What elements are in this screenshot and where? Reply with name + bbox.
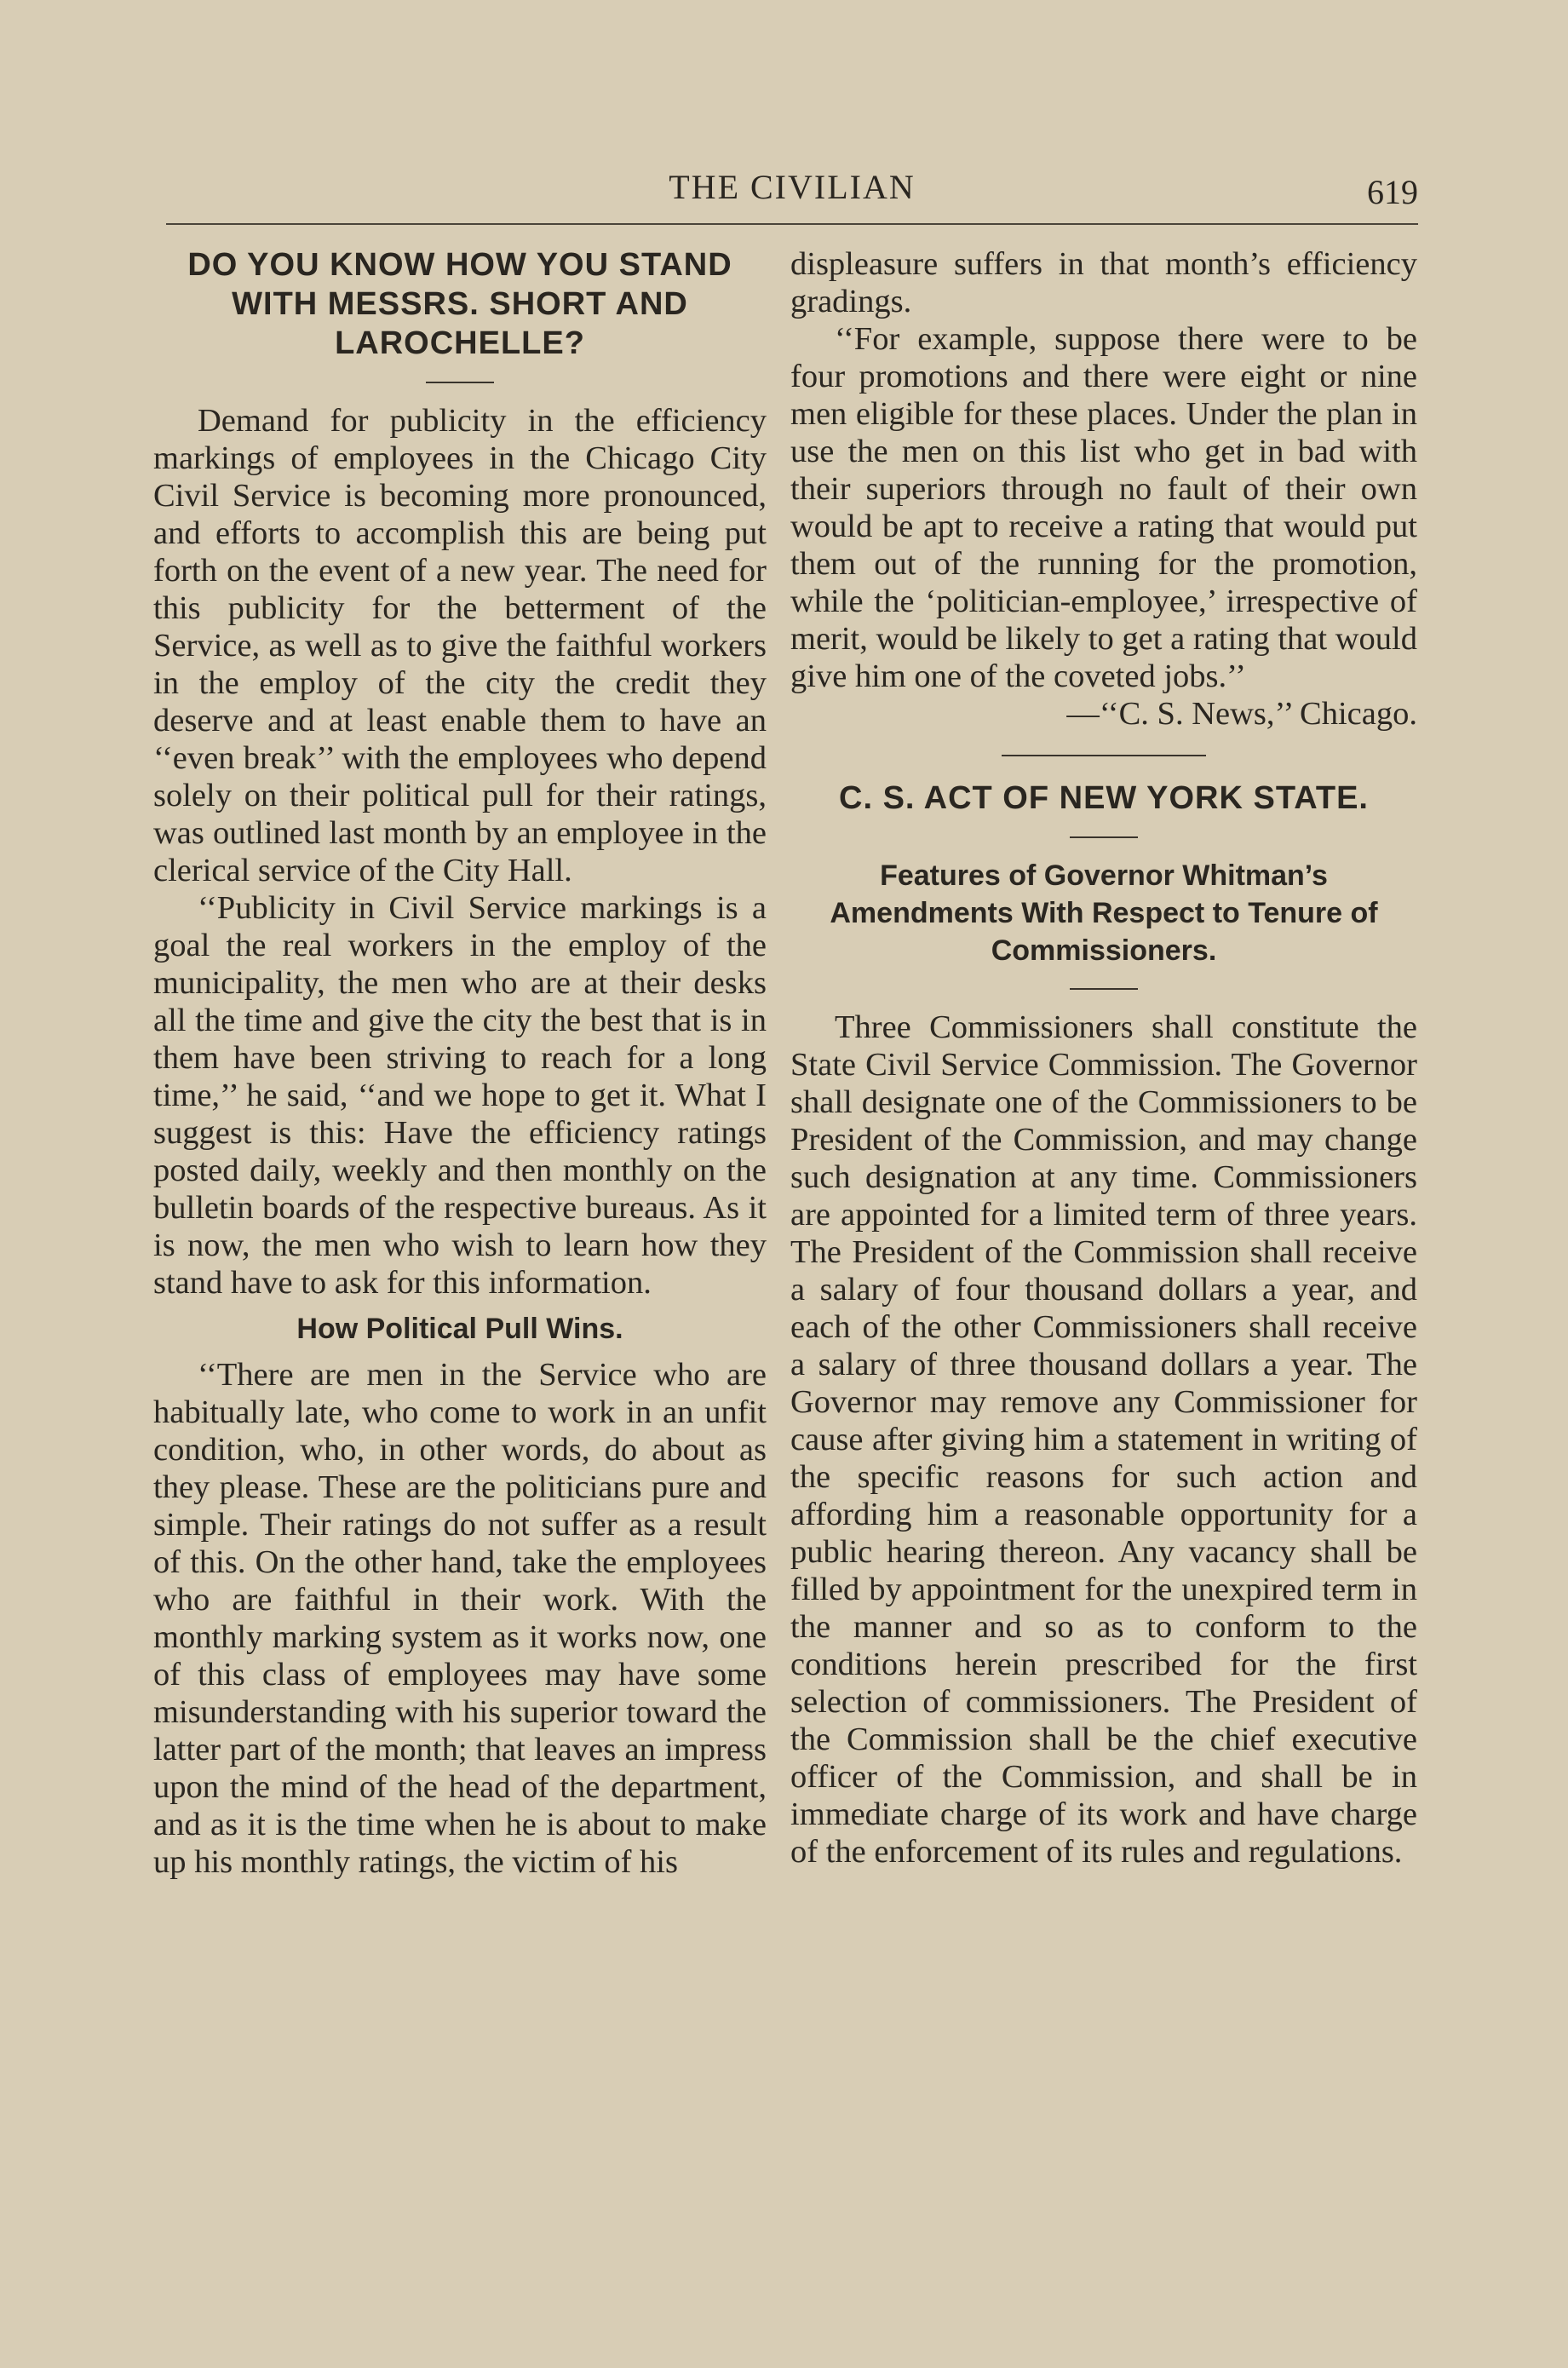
left-column: [153, 245, 767, 1881]
article-paragraph: ‘‘For example, suppose there were to be four promotions and there were eight or nine men eligible for these places. Under the plan in use the men on this list who get in bad with their superiors through no fault of their own would be apt to receive a rating that would put them out of the running for the promotion, while the ‘politician-employee,’ irrespective of merit, would be likely to get a rating that would give him one of the coveted jobs.’’: [790, 321, 1417, 694]
spacer: [153, 1348, 767, 1356]
spacer: [153, 1302, 767, 1310]
article-subhead: Features of Governor Whitman’s Amendments With Respect to Tenure of Commissioners.: [830, 859, 1378, 967]
headline-divider: [1070, 836, 1138, 838]
page-number: 619: [1367, 173, 1418, 211]
section-subhead: How Political Pull Wins.: [296, 1313, 623, 1345]
source-attribution: —‘‘C. S. News,’’ Chicago.: [1066, 696, 1417, 732]
continued-paragraph: displeasure suffers in that month’s efficiency gradings.: [790, 246, 1417, 319]
article-headline: DO YOU KNOW HOW YOU STAND WITH MESSRS. SHORT AND LAROCHELLE?: [187, 247, 732, 361]
headline-divider: [426, 382, 494, 383]
subhead-divider: [1070, 988, 1138, 990]
article-headline: C. S. ACT OF NEW YORK STATE.: [839, 780, 1369, 816]
running-header: [166, 167, 1418, 218]
right-column: [790, 245, 1417, 1871]
article-divider: [1002, 755, 1206, 756]
article-paragraph: Demand for publicity in the efficiency markings of employees in the Chicago City Civil Service is becoming more pronounced, and efforts to accomplish this are being put forth on the event of a new year. The need for this publicity for the betterment of the Service, as well as to give the faithful workers in the employ of the city the credit they deserve and at least enable them to have an ‘‘even break’’ with the employees who depend solely on their political pull for their ratings, was outlined last month by an employee in the clerical service of the City Hall.: [153, 403, 767, 888]
article-paragraph: ‘‘Publicity in Civil Service markings is a goal the real workers in the employ of the municipality, the men who are at their desks all the time and give the city the best that is in them have been striving to reach for a long time,’’ he said, ‘‘and we hope to get it. What I suggest is this: Have the efficiency ratings posted daily, weekly and then monthly on the bulletin boards of the respective bureaus. As it is now, the men who wish to learn how they stand have to ask for this information.: [153, 890, 767, 1301]
article-paragraph: ‘‘There are men in the Service who are habitually late, who come to work in an unfit condition, who, in other words, do about as they please. These are the politicians pure and simple. Their ratings do not suffer as a result of this. On the other hand, take the employees who are faithful in their work. With the monthly marking system as it works now, one of this class of employees may have some misunderstanding with his superior toward the latter part of the month; that leaves an impress upon the mind of the head of the department, and as it is the time when he is about to make up his monthly ratings, the victim of his: [153, 1357, 767, 1880]
header-rule: [166, 223, 1418, 225]
publication-title: THE CIVILIAN: [669, 168, 916, 206]
article-paragraph: Three Commissioners shall constitute the State Civil Service Commission. The Governor shall designate one of the Commissioners to be President of the Commission, and may change such designation at any time. Commissioners are appointed for a limited term of three years. The President of the Commission shall receive a salary of four thousand dollars a year, and each of the other Commissioners shall receive a salary of three thousand dollars a year. The Governor may remove any Commissioner for cause after giving him a statement in writing of the specific reasons for such action and affording him a reasonable opportunity for a public hearing thereon. Any vacancy shall be filled by appointment for the unexpired term in the manner and so as to conform to the conditions herein prescribed for the first selection of commissioners. The President of the Commission shall be the chief executive officer of the Commission, and shall be in immediate charge of its work and have charge of the enforcement of its rules and regulations.: [790, 1009, 1417, 1870]
